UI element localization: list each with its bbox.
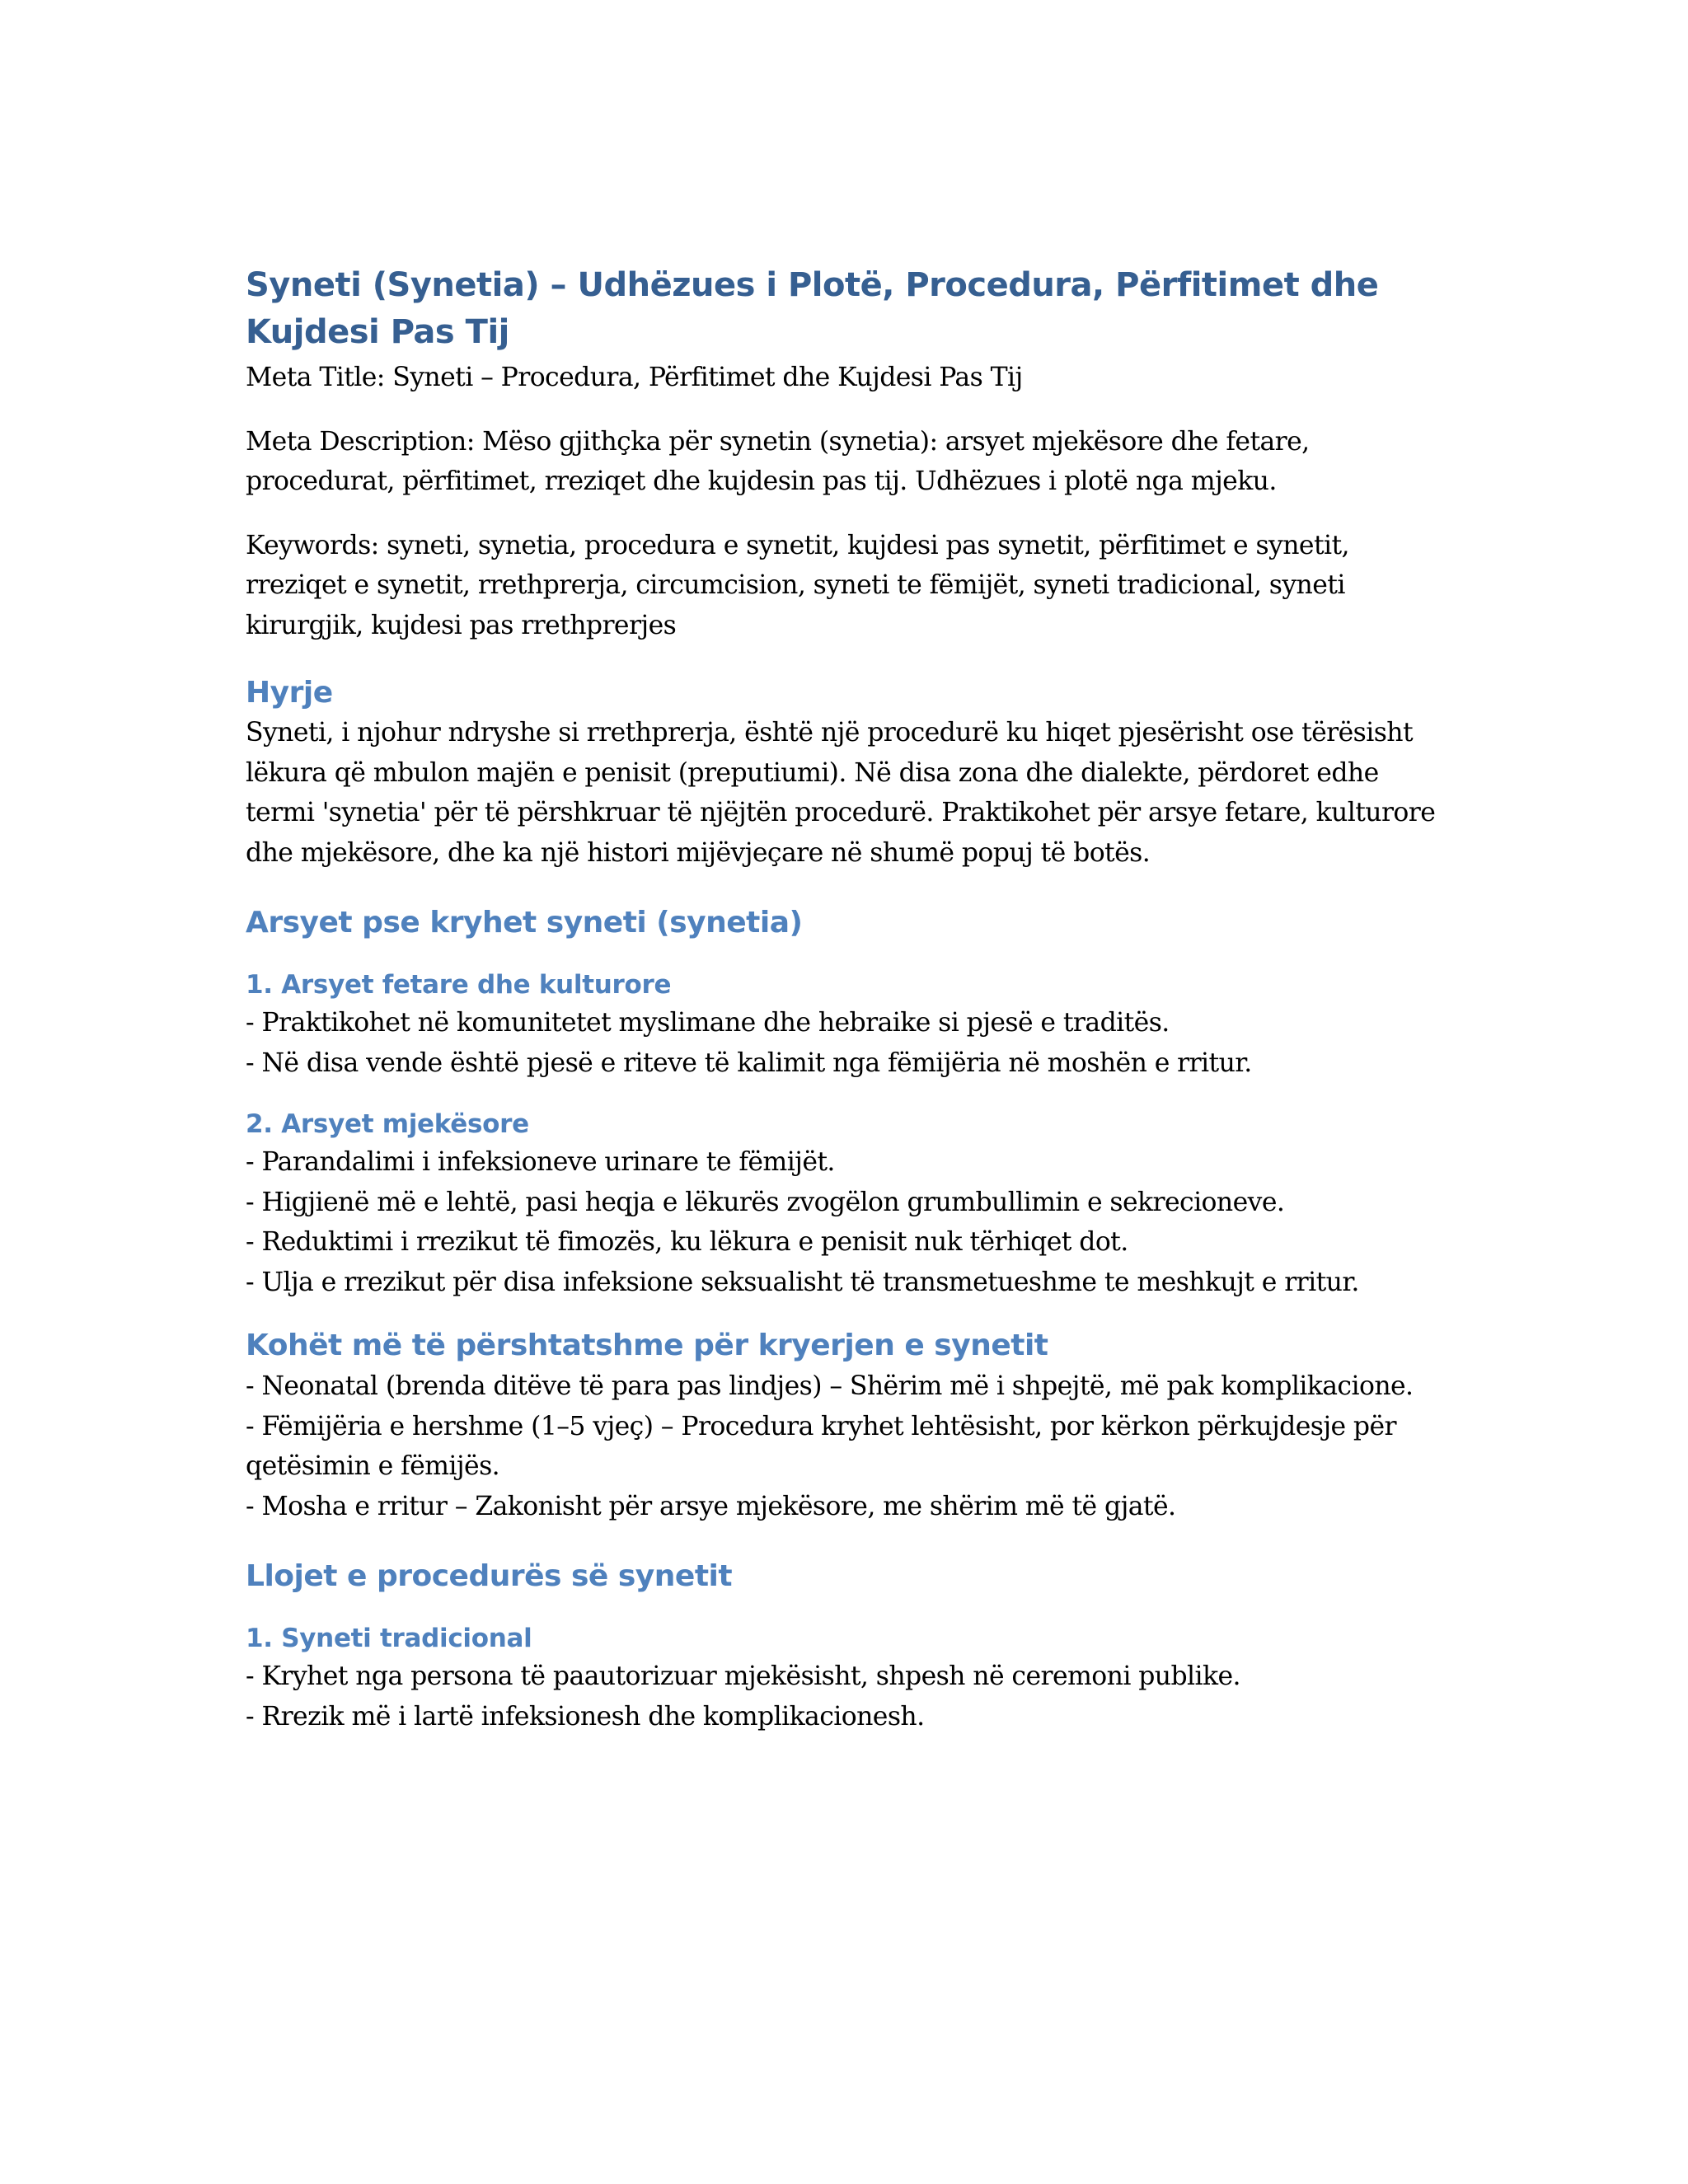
list-item: - Mosha e rritur – Zakonisht për arsye mjekësore, me shërim më të gjatë. [246, 1491, 1176, 1521]
medical-reasons-heading: 2. Arsyet mjekësore [246, 1109, 529, 1139]
list-item: - Reduktimi i rrezikut të fimozës, ku lëkura e penisit nuk tërhiqet dot. [246, 1227, 1128, 1257]
traditional-type-list [246, 1657, 1449, 1736]
list-item: - Neonatal (brenda ditëve të para pas lindjes) – Shërim më i shpejtë, më pak komplikacione. [246, 1371, 1414, 1401]
religious-reasons-list [246, 1003, 1449, 1083]
list-item: - Fëmijëria e hershme (1–5 vjeç) – Procedura kryhet lehtësisht, por kërkon përkujdesje për qetësimin e fëmijës. [246, 1411, 1397, 1481]
list-item: - Në disa vende është pjesë e riteve të kalimit nga fëmijëria në moshën e rritur. [246, 1047, 1252, 1078]
list-item: - Rrezik më i lartë infeksionesh dhe komplikacionesh. [246, 1701, 925, 1732]
meta-description: Meta Description: Mëso gjithçka për synetin (synetia): arsyet mjekësore dhe fetare, procedurat, përfitimet, rreziqet dhe kujdesin pas tij. Udhëzues i plotë nga mjeku. [246, 426, 1310, 496]
medical-reasons-list [246, 1142, 1449, 1302]
list-item: - Higjienë më e lehtë, pasi heqja e lëkurës zvogëlon grumbullimin e sekrecioneve. [246, 1187, 1285, 1217]
reasons-heading: Arsyet pse kryhet syneti (synetia) [246, 906, 803, 940]
document-title: Syneti (Synetia) – Udhëzues i Plotë, Procedura, Përfitimet dhe Kujdesi Pas Tij [246, 266, 1379, 351]
traditional-type-heading: 1. Syneti tradicional [246, 1624, 532, 1653]
list-item: - Ulja e rrezikut për disa infeksione seksualisht të transmetueshme te meshkujt e rritur. [246, 1267, 1359, 1297]
list-item: - Parandalimi i infeksioneve urinare te fëmijët. [246, 1147, 835, 1177]
keywords: Keywords: syneti, synetia, procedura e synetit, kujdesi pas synetit, përfitimet e synetit, rreziqet e synetit, rrethprerja, circumcision, syneti te fëmijët, syneti tradicional, syneti kirurgjik, kujdesi pas rrethprerjes [246, 530, 1349, 640]
religious-reasons-heading: 1. Arsyet fetare dhe kulturore [246, 970, 672, 1000]
meta-title: Meta Title: Syneti – Procedura, Përfitimet dhe Kujdesi Pas Tij [246, 363, 1023, 392]
timing-list [246, 1366, 1449, 1526]
intro-heading: Hyrje [246, 676, 333, 710]
types-heading: Llojet e procedurës së synetit [246, 1559, 733, 1593]
intro-text: Syneti, i njohur ndryshe si rrethprerja, është një procedurë ku hiqet pjesërisht ose tërësisht lëkura që mbulon majën e penisit (preputiumi). Në disa zona dhe dialekte, përdoret edhe termi 'synetia' për të përshkruar të njëjtën procedurë. Praktikohet për arsye fetare, kulturore dhe mjekësore, dhe ka një histori mijëvjeçare në shumë popuj të botës. [246, 718, 1436, 868]
document-page [246, 262, 1449, 1736]
list-item: - Kryhet nga persona të paautorizuar mjekësisht, shpesh në ceremoni publike. [246, 1661, 1240, 1691]
list-item: - Praktikohet në komunitetet myslimane dhe hebraike si pjesë e traditës. [246, 1008, 1170, 1038]
timing-heading: Kohët më të përshtatshme për kryerjen e synetit [246, 1329, 1048, 1362]
